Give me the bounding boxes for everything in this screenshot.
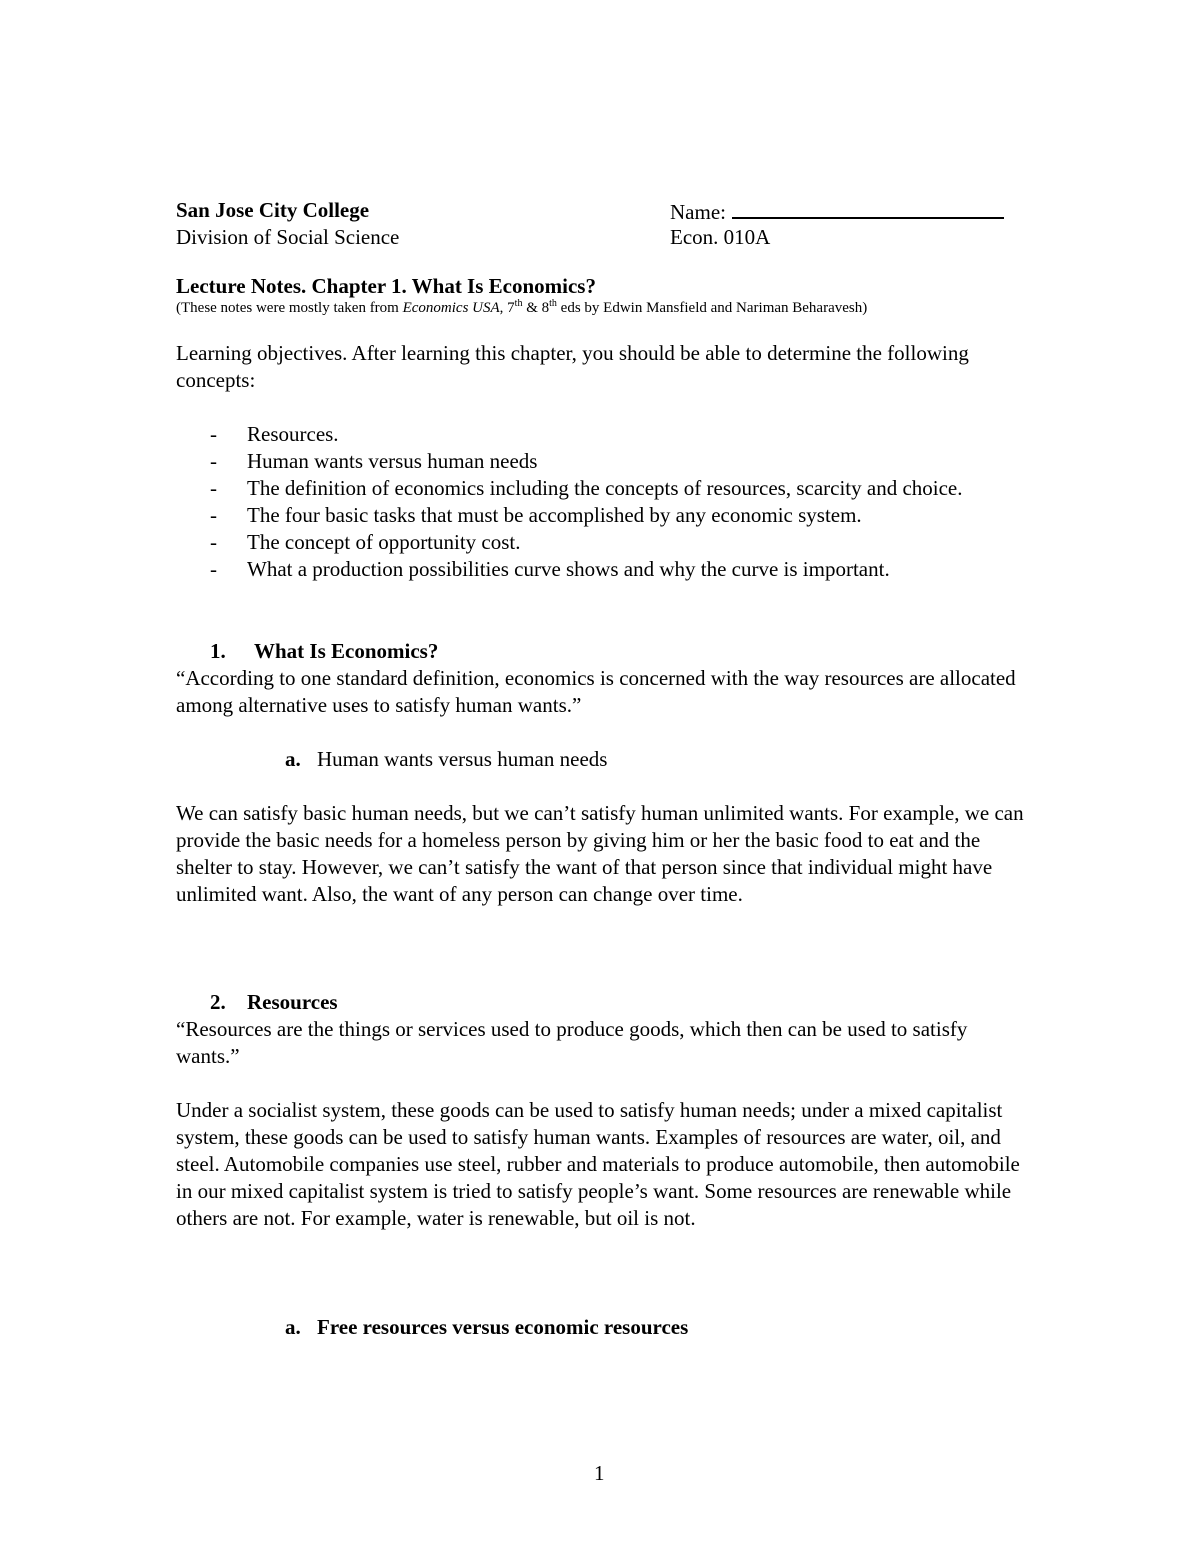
name-field[interactable] [670,197,1004,226]
source-edition-a: , 7 [499,300,515,316]
list-dash: - [210,557,217,581]
course-code: Econ. 010A [670,225,771,249]
list-item [210,529,1010,556]
list-item [210,556,1010,583]
objectives-intro: Learning objectives. After learning this chapter, you should be able to determine the following concepts: [176,341,969,392]
name-blank-line[interactable] [732,197,1004,219]
section-1-heading [210,638,438,665]
section-1a-heading [285,746,607,773]
lecture-title: Lecture Notes. Chapter 1. What Is Economics? [176,274,596,298]
source-edition-b: & 8 [522,300,550,316]
source-sup-a: th [514,298,523,309]
section-2-heading [210,989,338,1016]
division-name: Division of Social Science [176,225,400,249]
college-name: San Jose City College [176,198,370,222]
list-dash: - [210,476,217,500]
list-item-text: Human wants versus human needs [247,449,538,473]
source-book: Economics USA [402,300,500,316]
section-1-number: 1. [210,639,226,663]
section-1a-letter: a. [285,747,301,771]
list-dash: - [210,530,217,554]
list-item [210,448,1010,475]
section-2-quote: “Resources are the things or services used to produce goods, which then can be used to satisfy wants.” [176,1017,968,1068]
section-2-title: Resources [247,990,338,1014]
list-dash: - [210,449,217,473]
list-item [210,421,1010,448]
section-1-title: What Is Economics? [254,639,439,663]
source-note [176,299,867,317]
list-item-text: What a production possibilities curve shows and why the curve is important. [247,557,890,581]
section-1a-title: Human wants versus human needs [317,747,608,771]
section-2a-letter: a. [285,1315,301,1339]
section-2a-heading [285,1314,688,1341]
section-2a-title: Free resources versus economic resources [317,1315,689,1339]
section-1-quote: “According to one standard definition, economics is concerned with the way resources are allocated among alternative uses to satisfy human wants.” [176,666,1016,717]
list-item [210,502,1010,529]
objectives-list [210,421,1010,583]
name-label: Name: [670,200,726,224]
source-sup-b: th [549,298,557,309]
source-prefix: (These notes were mostly taken from [176,300,403,316]
list-item-text: The concept of opportunity cost. [247,530,521,554]
list-item-text: The four basic tasks that must be accomplished by any economic system. [247,503,862,527]
section-2-body: Under a socialist system, these goods can be used to satisfy human needs; under a mixed capitalist system, these goods can be used to satisfy human wants. Examples of resources are water, oil, and steel. Automobile companies use steel, rubber and materials to produce automobile, then automobile in our mixed capitalist system is tried to satisfy people’s want. Some resources are renewable while others are not. For example, water is renewable, but oil is not. [176,1098,1020,1230]
list-item [210,475,1010,502]
source-suffix: eds by Edwin Mansfield and Nariman Beharavesh) [556,300,868,316]
list-dash: - [210,422,217,446]
list-item-text: The definition of economics including the concepts of resources, scarcity and choice. [247,476,963,500]
page-number: 1 [594,1461,605,1485]
section-1-body: We can satisfy basic human needs, but we can’t satisfy human unlimited wants. For example, we can provide the basic needs for a homeless person by giving him or her the basic food to eat and the shelter to stay. However, we can’t satisfy the want of that person since that individual might have unlimited want. Also, the want of any person can change over time. [176,801,1024,906]
list-dash: - [210,503,217,527]
list-item-text: Resources. [247,422,339,446]
section-2-number: 2. [210,990,226,1014]
